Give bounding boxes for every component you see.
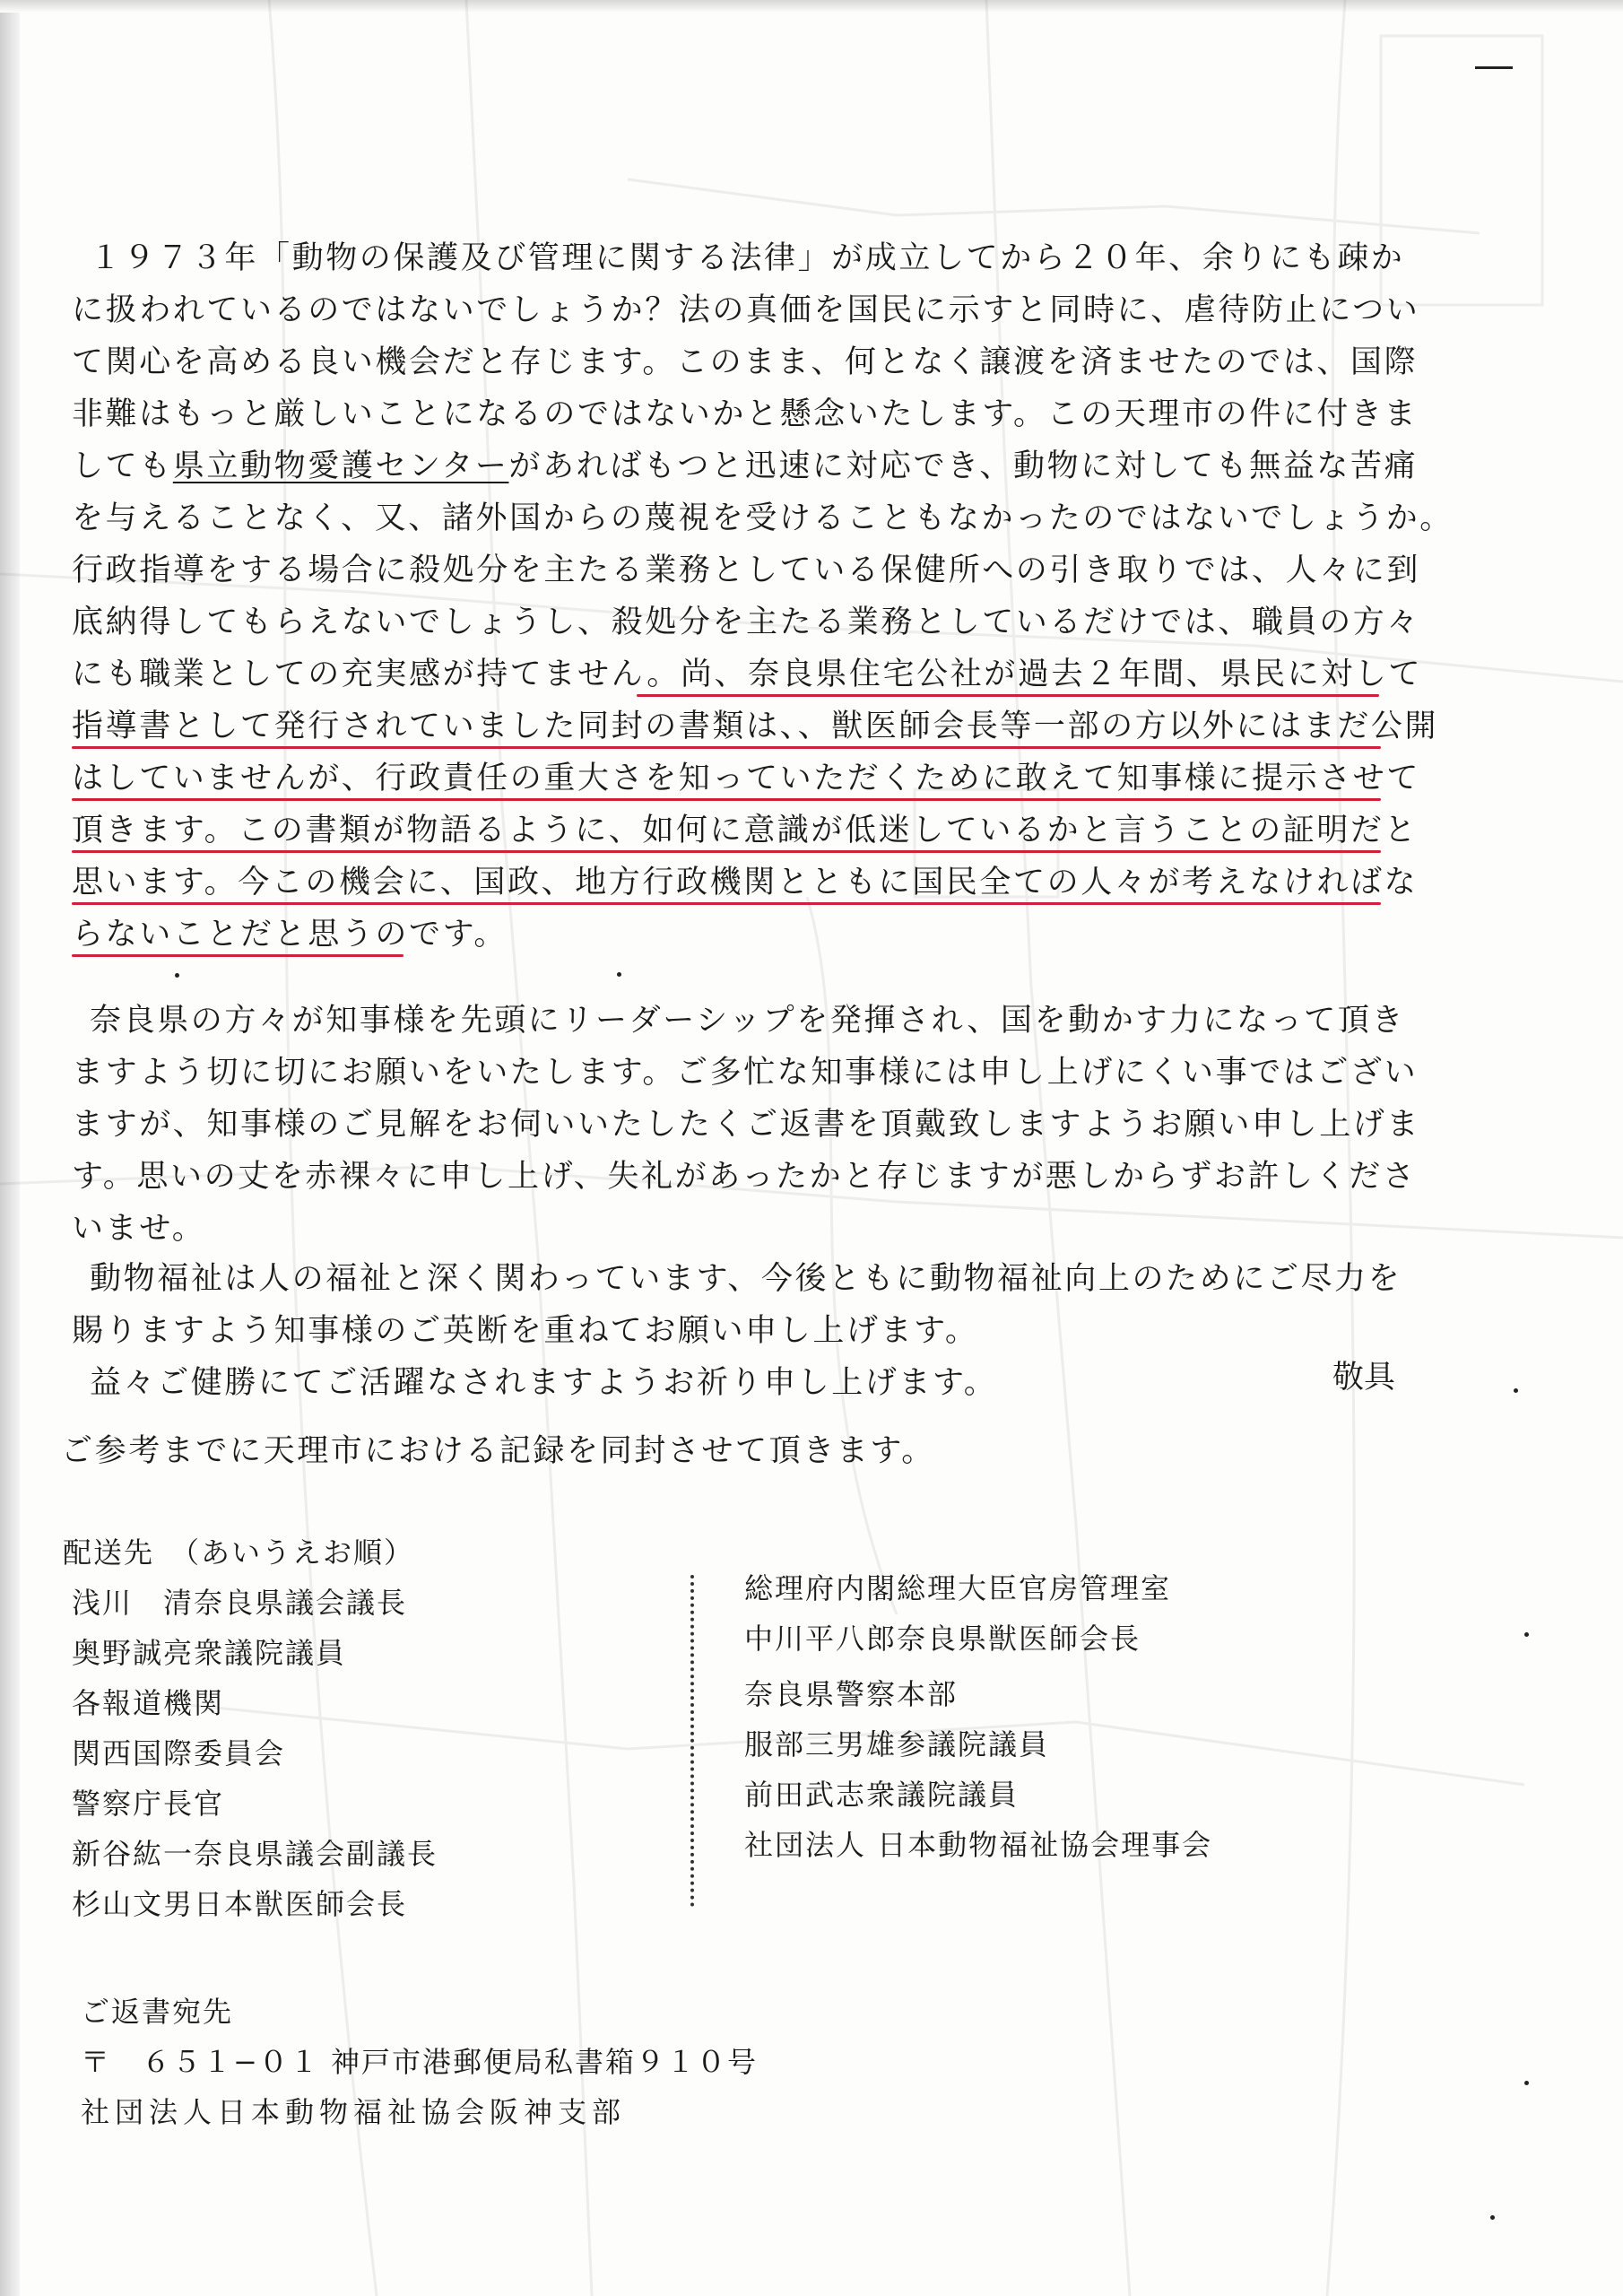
body-line: いませ。	[72, 1211, 206, 1247]
closing-keigu: 敬具	[1332, 1360, 1396, 1396]
highlighted-line: 頂きます。この書類が物語るように、如何に意識が低迷しているかと言うことの証明だと	[72, 813, 1419, 848]
distribution-left-item: 警察庁長官	[72, 1787, 225, 1821]
body-text: しても	[72, 448, 173, 484]
distribution-right-item: 総理府内閣総理大臣官房管理室	[744, 1571, 1172, 1605]
body-line: す。思いの丈を赤裸々に申し上げ、失礼があったかと存じますが悪しからずお許しくださ	[72, 1159, 1417, 1195]
scan-speck	[1524, 2081, 1529, 2085]
red-underline	[637, 694, 1379, 697]
body-line: ますが、知事様のご見解をお伺いいたしたくご返書を頂戴致しますようお願い申し上げま	[72, 1107, 1421, 1143]
red-underline	[72, 746, 1381, 749]
distribution-right-item: 奈良県警察本部	[744, 1677, 959, 1711]
highlighted-line: 指導書として発行されていました同封の書類は、、獣医師会長等一部の方以外にはまだ公開	[72, 709, 1439, 744]
distribution-left-item: 新谷紘一奈良県議会副議長	[72, 1837, 438, 1871]
reply-heading: ご返書宛先	[81, 1995, 234, 2029]
dotted-column-divider	[690, 1575, 694, 1907]
postal-mark-icon: 〒	[81, 2045, 112, 2079]
distribution-right-item: 前田武志衆議院議員	[744, 1778, 1020, 1812]
scan-speck	[175, 973, 179, 978]
highlighted-line: らないことだと思うのです。	[72, 917, 508, 952]
body-line: 賜りますよう知事様のご英断を重ねてお願い申し上げます。	[72, 1313, 979, 1349]
scan-speck	[1514, 1388, 1518, 1393]
distribution-right-item: 服部三男雄参議院議員	[744, 1727, 1050, 1761]
red-underline	[72, 954, 404, 957]
distribution-left-item: 関西国際委員会	[72, 1736, 286, 1770]
body-line: １９７３年「動物の保護及び管理に関する法律」が成立してから２０年、余りにも疎か	[90, 240, 1405, 276]
highlighted-line: 思います。今この機会に、国政、地方行政機関とともに国民全ての人々が考えなければな	[72, 865, 1419, 900]
reply-address-line	[81, 2039, 758, 2081]
underlined-center-name: 県立動物愛護センター	[172, 448, 509, 484]
highlighted-text: 尚、奈良県住宅公社が過去２年間、県民に対して	[680, 657, 1423, 692]
body-line: て関心を高める良い機会だと存じます。このまま、何となく譲渡を済ませたのでは、国際	[72, 344, 1419, 380]
red-underline	[72, 850, 1381, 853]
body-line: 益々ご健勝にてご活躍なされますようお祈り申し上げます。	[90, 1365, 998, 1401]
body-line: を与えることなく、又、諸外国からの蔑視を受けることもなかったのではないでしょうか。	[72, 500, 1454, 536]
distribution-heading: 配送先 （あいうえお順）	[63, 1535, 415, 1570]
reply-organization: 社団法人日本動物福祉協会阪神支部	[81, 2095, 627, 2129]
body-line: ますよう切に切にお願いをいたします。ご多忙な知事様には申し上げにくい事ではござい	[72, 1055, 1419, 1091]
body-line	[72, 441, 1418, 486]
body-line: 奈良県の方々が知事様を先頭にリーダーシップを発揮され、国を動かす力になって頂き	[90, 1003, 1406, 1039]
scan-speck	[1490, 2215, 1495, 2220]
body-line: 行政指導をする場合に殺処分を主たる業務としている保健所への引き取りでは、人々に到	[72, 552, 1421, 588]
body-line: 非難はもっと厳しいことになるのではないかと懸念いたします。この天理市の件に付きま	[72, 396, 1419, 432]
scan-speck	[617, 972, 621, 977]
body-line	[72, 649, 1422, 694]
distribution-left-item: 各報道機関	[72, 1686, 225, 1720]
body-text: があればもつと迅速に対応でき、動物に対しても無益な苦痛	[508, 448, 1419, 484]
scan-speck	[1524, 1632, 1529, 1637]
reply-address: ６５１−０１ 神戸市港郵便局私書箱９１０号	[142, 2045, 759, 2079]
red-underline	[72, 798, 1381, 801]
body-text: にも職業としての充実感が持てません。	[72, 657, 681, 692]
body-line: 動物福祉は人の福祉と深く関わっています、今後ともに動物福祉向上のためにご尽力を	[90, 1261, 1402, 1297]
highlighted-line: はしていませんが、行政責任の重大さを知っていただくために敢えて知事様に提示させて	[72, 761, 1421, 796]
enclosure-note: ご参考までに天理市における記録を同封させて頂きます。	[61, 1433, 935, 1469]
distribution-right-item: 中川平八郎奈良県獣医師会長	[744, 1622, 1141, 1656]
corner-mark	[1475, 66, 1513, 69]
body-line: に扱われているのではないでしょうか？法の真価を国民に示すと同時に、虐待防止につい	[72, 292, 1420, 328]
red-underline	[72, 902, 1381, 905]
body-line: 底納得してもらえないでしょうし、殺処分を主たる業務としているだけでは、職員の方々	[72, 604, 1421, 640]
distribution-left-item: 浅川 清奈良県議会議長	[72, 1586, 408, 1620]
distribution-right-item: 社団法人 日本動物福祉協会理事会	[744, 1828, 1213, 1862]
distribution-left-item: 奥野誠亮衆議院議員	[72, 1636, 347, 1670]
distribution-left-item: 杉山文男日本獣医師会長	[72, 1887, 408, 1921]
